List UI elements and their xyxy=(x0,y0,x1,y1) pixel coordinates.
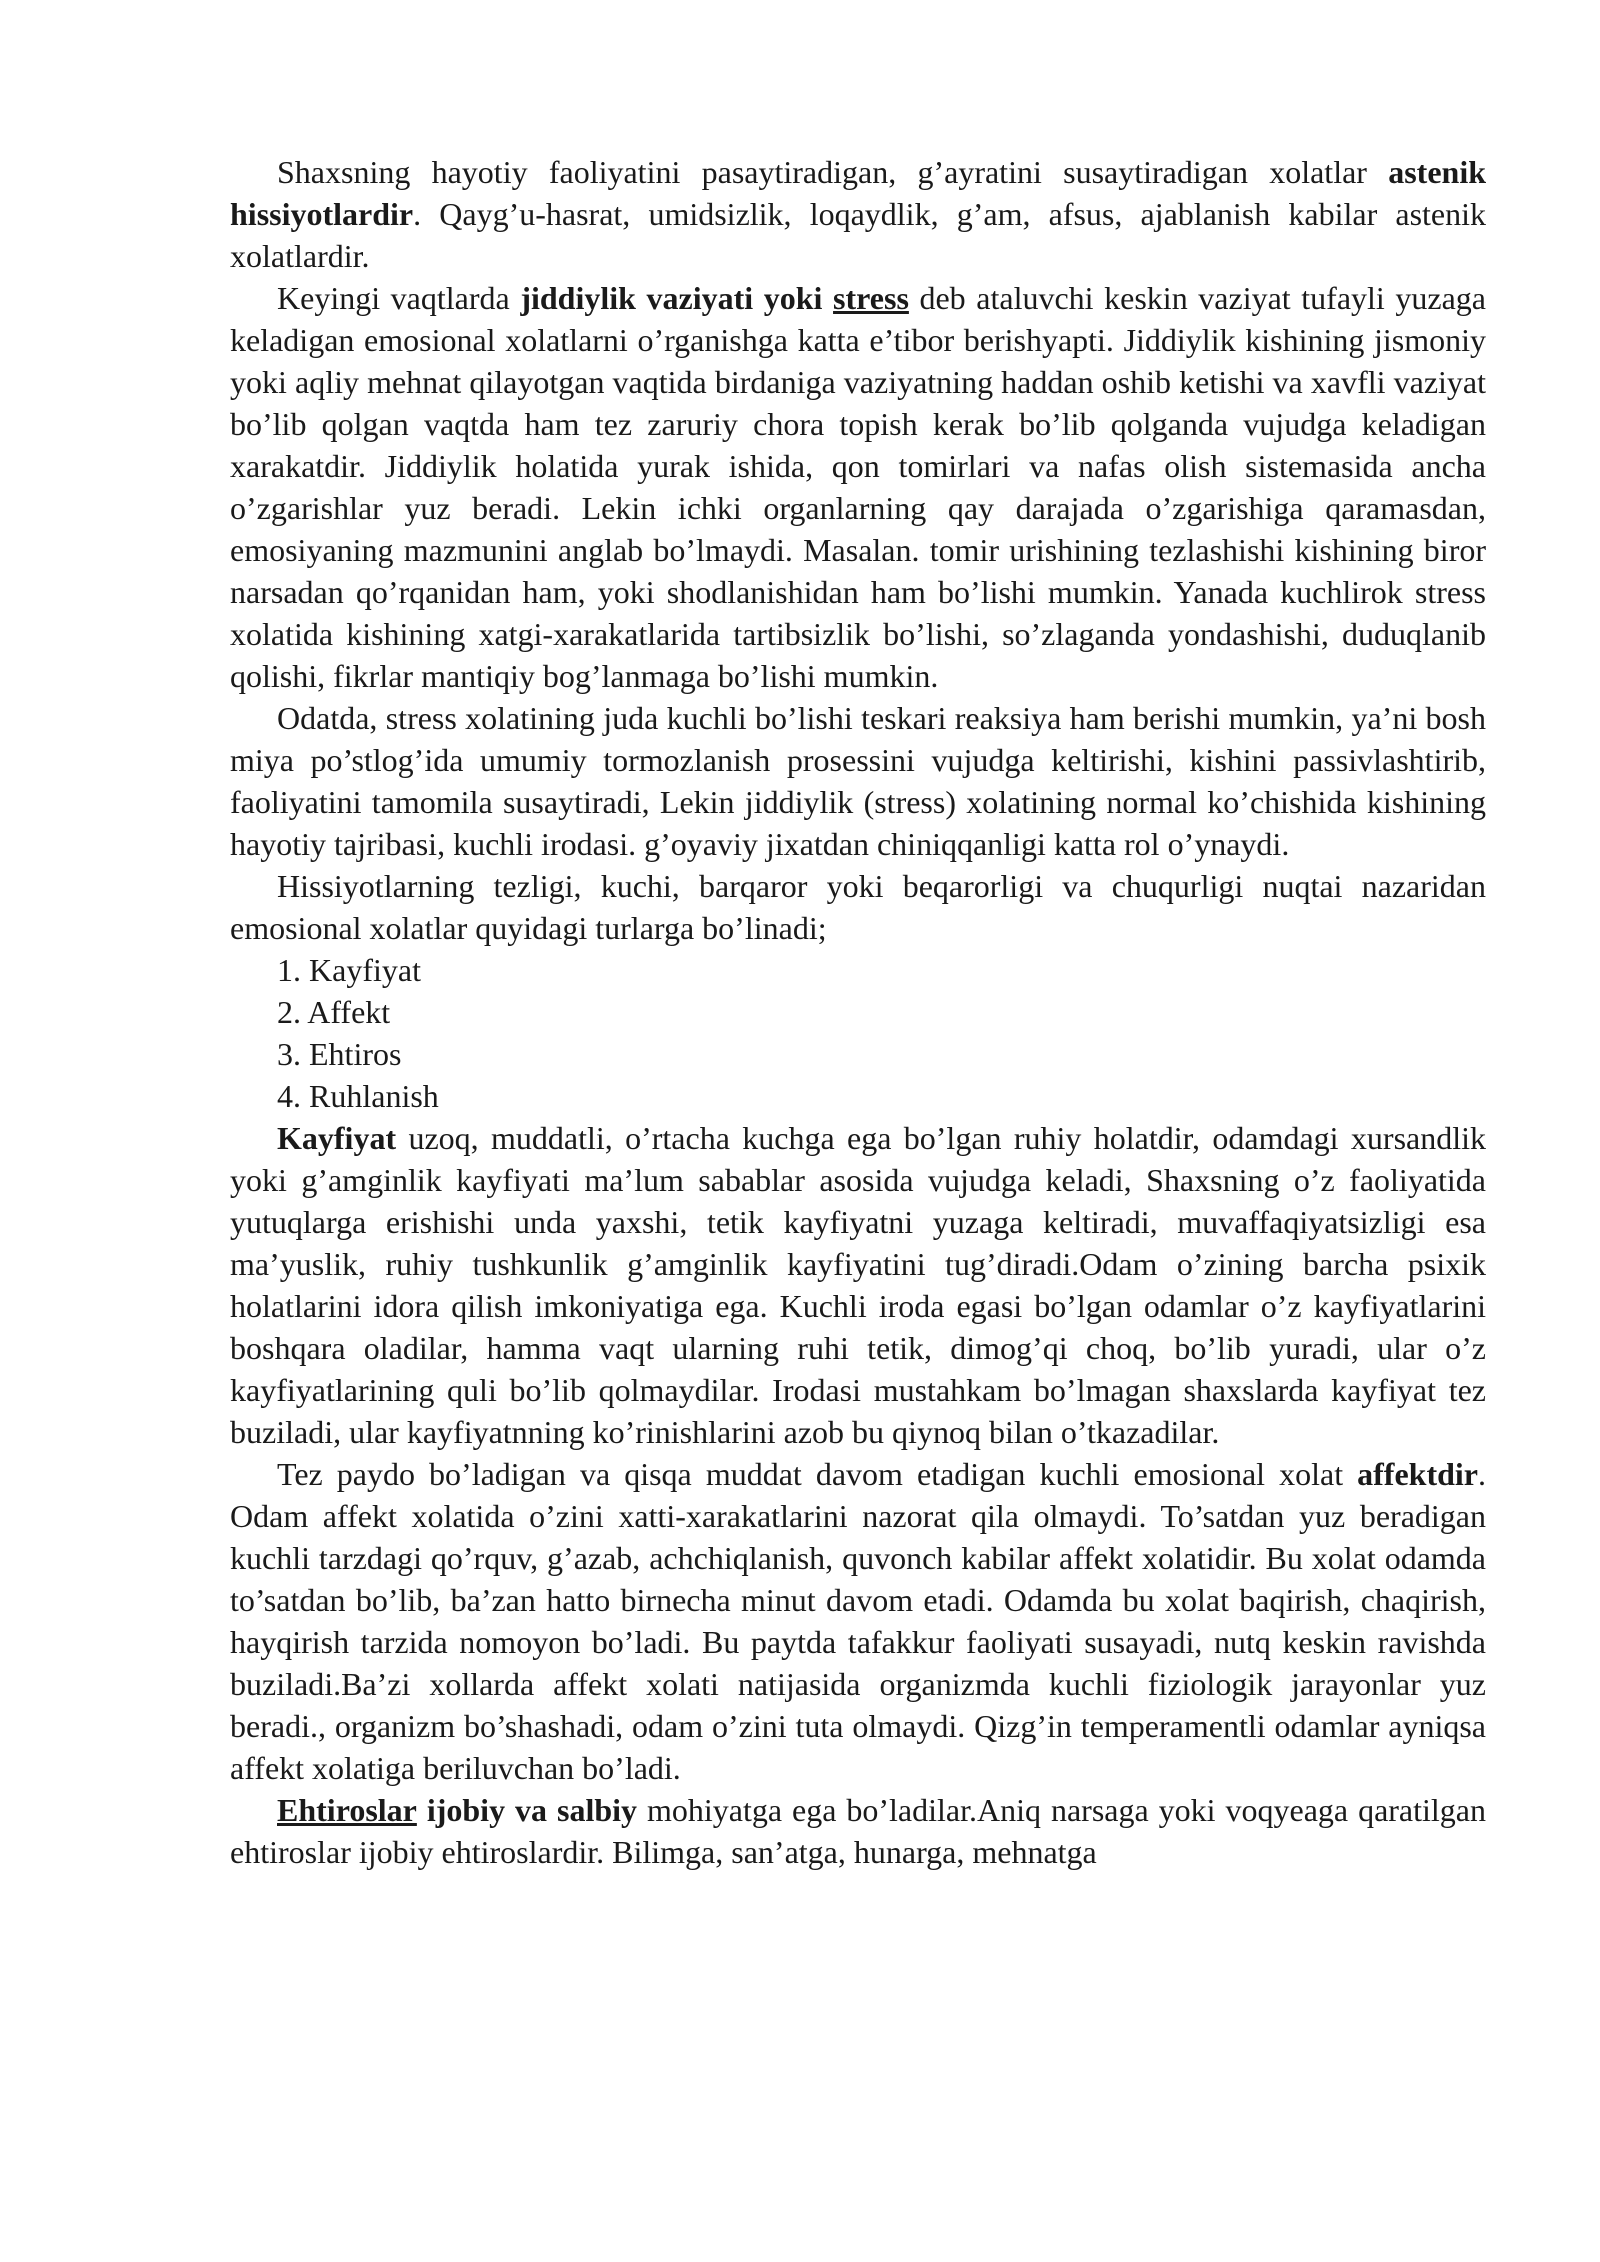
paragraph-stress xyxy=(230,277,1486,697)
bold-underlined-term-stress: stress xyxy=(833,280,909,316)
bold-term-ijobiy-salbiy: ijobiy va salbiy xyxy=(426,1792,638,1828)
paragraph-stress-reaction: Odatda, stress xolatining juda kuchli bo’lishi teskari reaksiya ham berishi mumkin, ya’ni bosh miya po’stlog’ida umumiy tormozlanish prosessini vujudga keltirishi, kishini passivlashtirib, faoliyatini tamomila susaytiradi, Lekin jiddiylik (stress) xolatining normal ko’chishida kishining hayotiy tajribasi, kuchli irodasi. g’oyaviy jixatdan chiniqqanligi katta rol o’ynaydi. xyxy=(230,700,1486,862)
bold-underlined-term-ehtiroslar: Ehtiroslar xyxy=(277,1792,417,1828)
text-run: Tez paydo bo’ladigan va qisqa muddat davom etadigan kuchli emosional xolat xyxy=(277,1456,1358,1492)
paragraph-affekt xyxy=(230,1453,1486,1789)
paragraph-classification: Hissiyotlarning tezligi, kuchi, barqaror yoki beqarorligi va chuqurligi nuqtai nazaridan emosional xolatlar quyidagi turlarga bo’linadi; xyxy=(230,868,1486,946)
text-run: mohiyatga ega bo’ladilar.Aniq narsaga yoki voqyeaga qaratilgan ehtiroslar ijobiy ehtiroslardir. Bilimga, san’atga, hunarga, mehnatga xyxy=(230,1792,1487,1870)
list-item-affekt: 2. Affekt xyxy=(277,994,391,1030)
paragraph-astenik xyxy=(230,151,1486,277)
text-run: Shaxsning hayotiy faoliyatini pasaytiradigan, g’ayratini susaytiradigan xolatlar xyxy=(277,154,1389,190)
list-item-ruhlanish: 4. Ruhlanish xyxy=(277,1078,439,1114)
text-run: deb ataluvchi keskin vaziyat tufayli yuzaga keladigan emosional xolatlarni o’rganishga katta e’tibor berishyapti. Jiddiylik kishining jismoniy yoki aqliy mehnat qilayotgan vaqtida birdaniga vaziyatning haddan oshib ketishi va xavfli vaziyat bo’lib qolgan vaqtda ham tez zaruriy chora topish kerak bo’lib qolganda vujudga keladigan xarakatdir. Jiddiylik holatida yurak ishida, qon tomirlari va nafas olish sistemasida ancha o’zgarishlar yuz beradi. Lekin ichki organlarning qay darajada o’zgarishiga qaramasdan, emosiyaning mazmunini anglab bo’lmaydi. Masalan. tomir urishining tezlashishi kishining biror narsadan qo’rqanidan ham, yoki shodlanishidan ham bo’lishi mumkin. Yanada kuchlirok stress xolatida kishining xatgi-xarakatlarida tartibsizlik bo’lishi, so’zlaganda yondashishi, duduqlanib qolishi, fikrlar mantiqiy bog’lanmaga bo’lishi mumkin. xyxy=(230,280,1487,694)
list-item-kayfiyat: 1. Kayfiyat xyxy=(277,952,421,988)
text-run: Keyingi vaqtlarda xyxy=(277,280,521,316)
document-page xyxy=(230,151,1486,1873)
paragraph-ehtiroslar xyxy=(230,1789,1486,1873)
list-item-ehtiros: 3. Ehtiros xyxy=(277,1036,402,1072)
bold-term-affekt: affektdir xyxy=(1357,1456,1478,1492)
paragraph-kayfiyat xyxy=(230,1117,1486,1453)
bold-term-kayfiyat: Kayfiyat xyxy=(277,1120,397,1156)
bold-term-astenik: astenik hissiyotlardir xyxy=(230,154,1486,232)
text-run: uzoq, muddatli, o’rtacha kuchga ega bo’lgan ruhiy holatdir, odamdagi xursandlik yoki g’amginlik kayfiyati ma’lum sabablar asosida vujudga keladi, Shaxsning o’z faoliyatida yutuqlarga erishishi unda yaxshi, tetik kayfiyatni yuzaga keltiradi, muvaffaqiyatsizligi esa ma’yuslik, ruhiy tushkunlik g’amginlik kayfiyatini tug’diradi.Odam o’zining barcha psixik holatlarini idora qilish imkoniyatiga ega. Kuchli iroda egasi bo’lgan odamlar o’z kayfiyatlarini boshqara oladilar, hamma vaqt ularning ruhi tetik, dimog’qi choq, bo’lib yuradi, ular o’z kayfiyatlarining quli bo’lib qolmaydilar. Irodasi mustahkam bo’lmagan shaxslarda kayfiyat tez buziladi, ular kayfiyatnning ko’rinishlarini azob bu qiynoq bilan o’tkazadilar. xyxy=(230,1120,1486,1450)
text-run: . Qayg’u-hasrat, umidsizlik, loqaydlik, g’am, afsus, ajablanish kabilar astenik xolatlardir. xyxy=(230,196,1486,274)
text-run: . Odam affekt xolatida o’zini xatti-xarakatlarini nazorat qila olmaydi. To’satdan yuz beradigan kuchli tarzdagi qo’rquv, g’azab, achchiqlanish, quvonch kabilar affekt xolatidir. Bu xolat odamda to’satdan bo’lib, ba’zan hatto birnecha minut davom etadi. Odamda bu xolat baqirish, chaqirish, hayqirish tarzida nomoyon bo’ladi. Bu paytda tafakkur faoliyati susayadi, nutq keskin ravishda buziladi.Ba’zi xollarda affekt xolati natijasida organizmda kuchli fiziologik jarayonlar yuz beradi., organizm bo’shashadi, odam o’zini tuta olmaydi. Qizg’in temperamentli odamlar ayniqsa affekt xolatiga beriluvchan bo’ladi. xyxy=(230,1456,1486,1786)
bold-term-jiddiylik: jiddiylik vaziyati yoki xyxy=(520,280,834,316)
text-run xyxy=(417,1792,427,1828)
